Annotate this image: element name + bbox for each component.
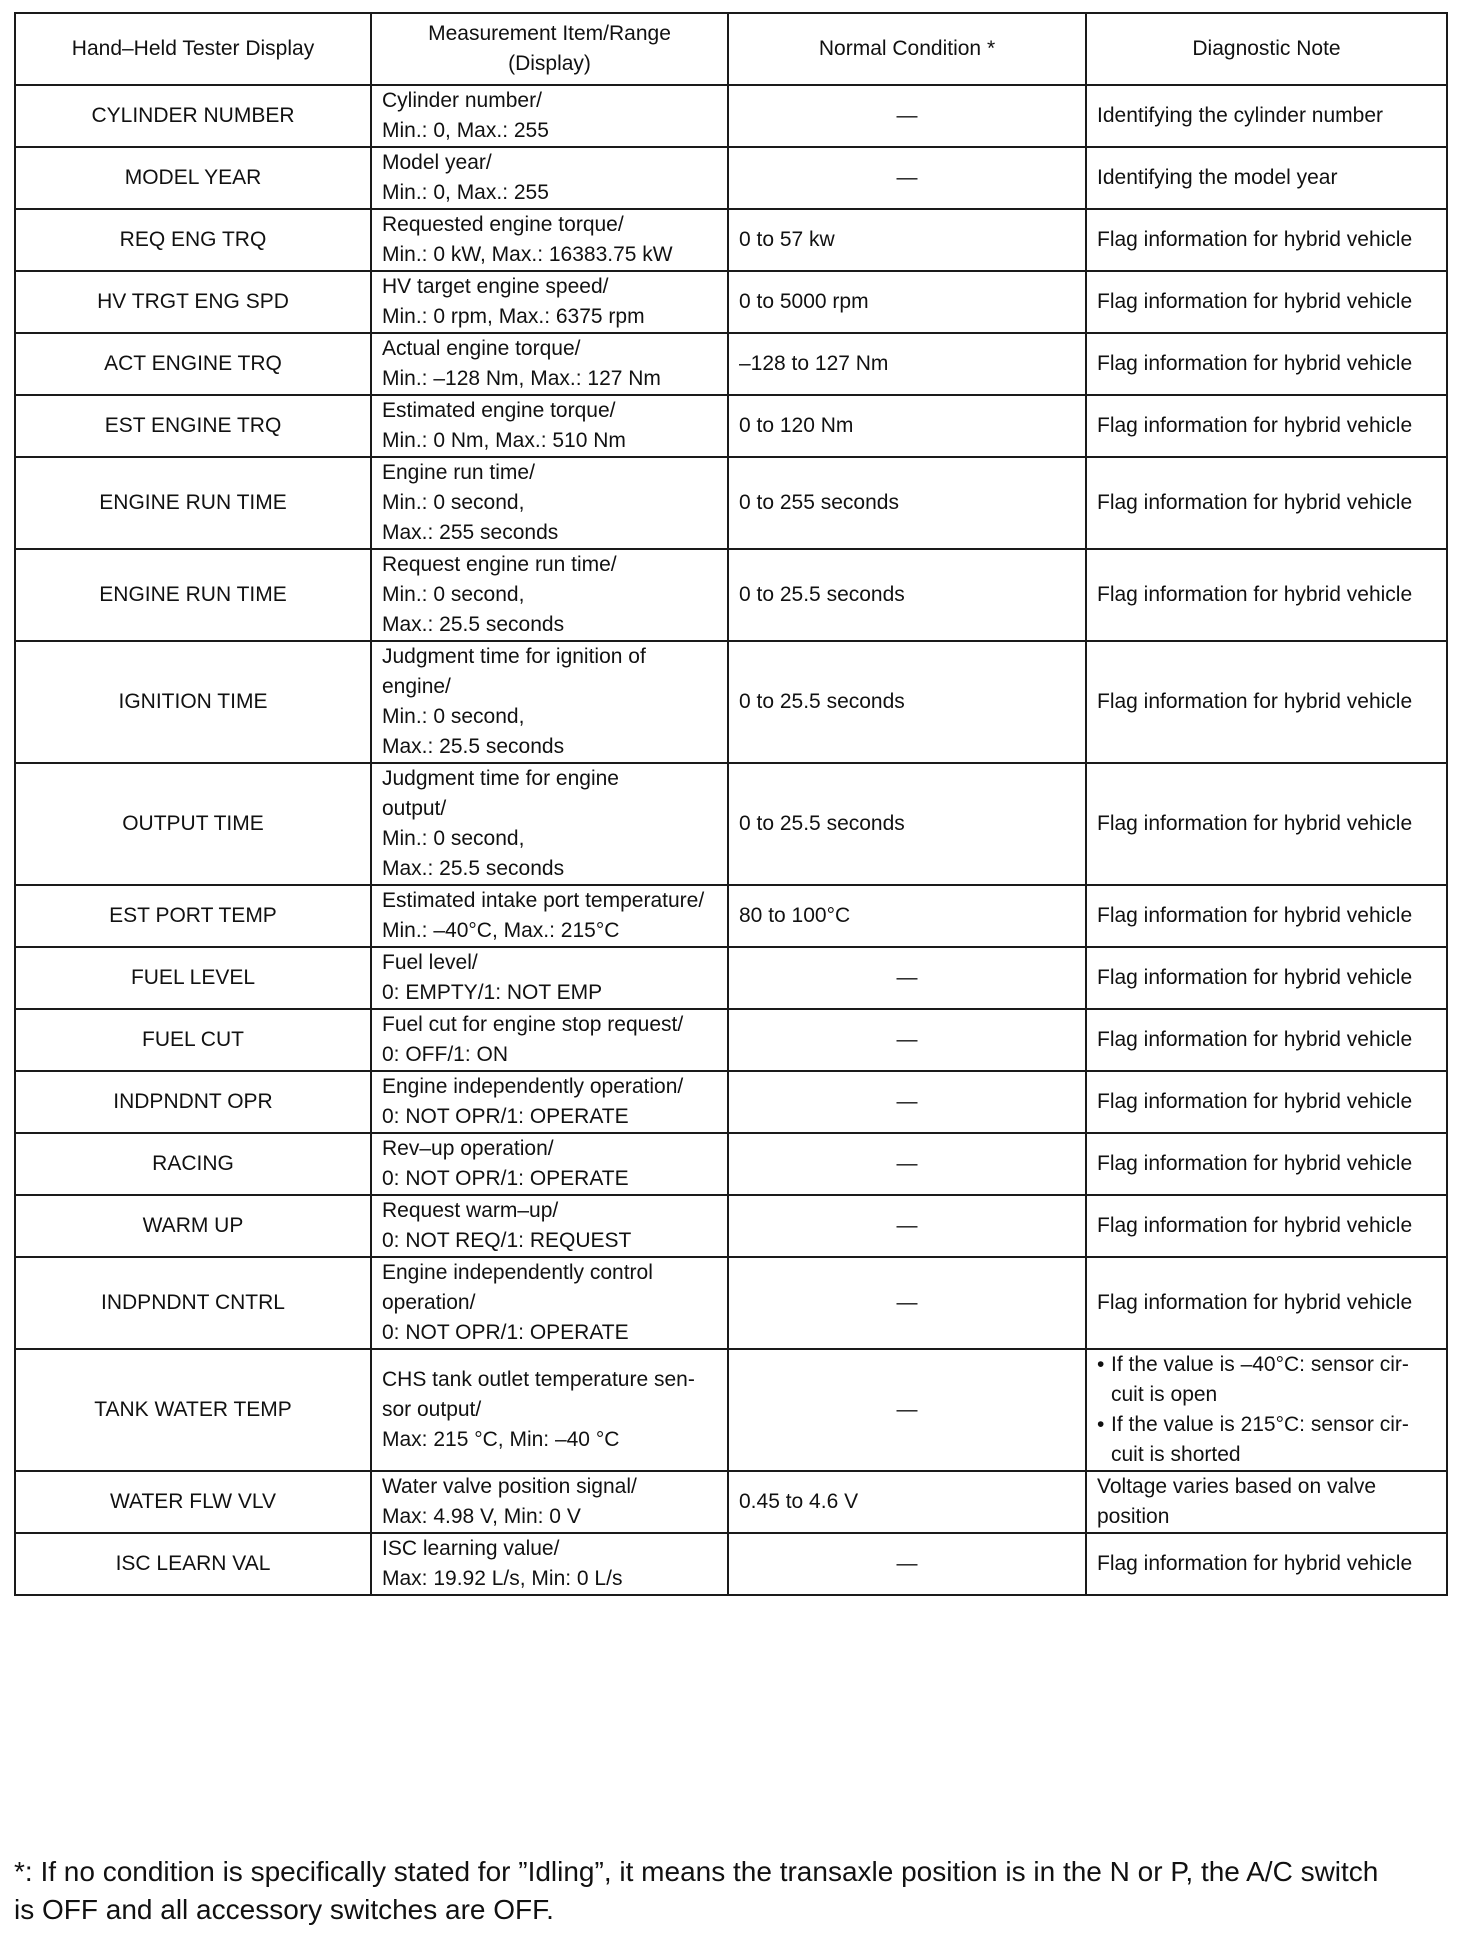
cell-line: Min.: –128 Nm, Max.: 127 Nm bbox=[382, 367, 661, 390]
cell-line: Water valve position signal/ bbox=[382, 1475, 637, 1498]
cell-measurement-item bbox=[371, 271, 728, 333]
cell-line: Min.: 0 rpm, Max.: 6375 rpm bbox=[382, 305, 645, 328]
cell-measurement-item bbox=[371, 333, 728, 395]
cell-line: Min.: 0, Max.: 255 bbox=[382, 119, 549, 142]
cell-line: Min.: 0 second, bbox=[382, 827, 525, 850]
cell-diagnostic-note: Flag information for hybrid vehicle bbox=[1086, 271, 1447, 333]
footnote bbox=[14, 1853, 1454, 1929]
cell-measurement-item bbox=[371, 209, 728, 271]
cell-diagnostic-note: Flag information for hybrid vehicle bbox=[1086, 1533, 1447, 1595]
table-row bbox=[15, 85, 1447, 147]
note-bullet-item bbox=[1097, 1410, 1436, 1470]
cell-line: Min.: 0 second, bbox=[382, 491, 525, 514]
cell-normal-condition: — bbox=[728, 1195, 1086, 1257]
cell-diagnostic-note: Flag information for hybrid vehicle bbox=[1086, 1133, 1447, 1195]
table-row bbox=[15, 885, 1447, 947]
cell-line: Max: 215 °C, Min: –40 °C bbox=[382, 1428, 620, 1451]
table-row bbox=[15, 1349, 1447, 1471]
cell-measurement-item bbox=[371, 641, 728, 763]
cell-line: Estimated intake port temperature/ bbox=[382, 889, 705, 912]
cell-tester-display: IGNITION TIME bbox=[15, 641, 371, 763]
cell-measurement-item bbox=[371, 1349, 728, 1471]
cell-tester-display: CYLINDER NUMBER bbox=[15, 85, 371, 147]
footnote-line: *: If no condition is specifically stated for ”Idling”, it means the transaxle position is in the N or P, the A/C switch bbox=[14, 1856, 1379, 1887]
cell-line: 0: OFF/1: ON bbox=[382, 1043, 509, 1066]
cell-tester-display: REQ ENG TRQ bbox=[15, 209, 371, 271]
table-row bbox=[15, 333, 1447, 395]
cell-line: cuit is shorted bbox=[1111, 1443, 1241, 1466]
cell-measurement-item bbox=[371, 1195, 728, 1257]
cell-line: CHS tank outlet temperature sen- bbox=[382, 1368, 695, 1391]
cell-line: output/ bbox=[382, 797, 447, 820]
cell-tester-display: OUTPUT TIME bbox=[15, 763, 371, 885]
cell-line: Min.: 0 kW, Max.: 16383.75 kW bbox=[382, 243, 673, 266]
cell-normal-condition: — bbox=[728, 1133, 1086, 1195]
table-row bbox=[15, 1071, 1447, 1133]
table-row bbox=[15, 763, 1447, 885]
table-row bbox=[15, 947, 1447, 1009]
cell-measurement-item bbox=[371, 763, 728, 885]
cell-tester-display: WARM UP bbox=[15, 1195, 371, 1257]
cell-normal-condition: 0 to 5000 rpm bbox=[728, 271, 1086, 333]
table-row bbox=[15, 1471, 1447, 1533]
cell-line: 0: NOT REQ/1: REQUEST bbox=[382, 1229, 632, 1252]
cell-diagnostic-note: Identifying the model year bbox=[1086, 147, 1447, 209]
cell-measurement-item bbox=[371, 85, 728, 147]
cell-tester-display: EST ENGINE TRQ bbox=[15, 395, 371, 457]
cell-line: • If the value is –40°C: sensor cir- bbox=[1111, 1353, 1409, 1376]
cell-measurement-item bbox=[371, 549, 728, 641]
cell-line: Max.: 25.5 seconds bbox=[382, 613, 565, 636]
cell-tester-display: HV TRGT ENG SPD bbox=[15, 271, 371, 333]
cell-tester-display: FUEL CUT bbox=[15, 1009, 371, 1071]
table-row bbox=[15, 209, 1447, 271]
cell-line: Judgment time for engine bbox=[382, 767, 619, 790]
cell-measurement-item bbox=[371, 885, 728, 947]
cell-normal-condition: –128 to 127 Nm bbox=[728, 333, 1086, 395]
cell-line: Model year/ bbox=[382, 151, 492, 174]
cell-measurement-item bbox=[371, 947, 728, 1009]
cell-diagnostic-note: Flag information for hybrid vehicle bbox=[1086, 947, 1447, 1009]
cell-line: Cylinder number/ bbox=[382, 89, 542, 112]
cell-diagnostic-note: Flag information for hybrid vehicle bbox=[1086, 549, 1447, 641]
cell-line: Estimated engine torque/ bbox=[382, 399, 616, 422]
cell-measurement-item bbox=[371, 1009, 728, 1071]
cell-line: Requested engine torque/ bbox=[382, 213, 624, 236]
cell-diagnostic-note: Identifying the cylinder number bbox=[1086, 85, 1447, 147]
cell-tester-display: ISC LEARN VAL bbox=[15, 1533, 371, 1595]
cell-normal-condition: — bbox=[728, 1533, 1086, 1595]
cell-line: Judgment time for ignition of bbox=[382, 645, 646, 668]
cell-measurement-item bbox=[371, 147, 728, 209]
cell-tester-display: ENGINE RUN TIME bbox=[15, 457, 371, 549]
cell-normal-condition: — bbox=[728, 947, 1086, 1009]
header-tester-display: Hand–Held Tester Display bbox=[15, 13, 371, 85]
cell-line: operation/ bbox=[382, 1291, 476, 1314]
cell-normal-condition: 0 to 57 kw bbox=[728, 209, 1086, 271]
cell-line: ISC learning value/ bbox=[382, 1537, 560, 1560]
cell-normal-condition: — bbox=[728, 147, 1086, 209]
table-row bbox=[15, 641, 1447, 763]
cell-line: Request warm–up/ bbox=[382, 1199, 559, 1222]
cell-line: Max.: 25.5 seconds bbox=[382, 735, 565, 758]
header-line: Measurement Item/Range bbox=[428, 22, 671, 45]
table-row bbox=[15, 1257, 1447, 1349]
cell-line: 0: EMPTY/1: NOT EMP bbox=[382, 981, 603, 1004]
cell-tester-display: INDPNDNT CNTRL bbox=[15, 1257, 371, 1349]
cell-line: position bbox=[1097, 1505, 1170, 1528]
cell-line: 0: NOT OPR/1: OPERATE bbox=[382, 1321, 629, 1344]
cell-line: Max: 19.92 L/s, Min: 0 L/s bbox=[382, 1567, 623, 1590]
table-header-row bbox=[15, 13, 1447, 85]
cell-tester-display: FUEL LEVEL bbox=[15, 947, 371, 1009]
cell-line: Max.: 255 seconds bbox=[382, 521, 559, 544]
cell-diagnostic-note bbox=[1086, 1471, 1447, 1533]
cell-diagnostic-note: Flag information for hybrid vehicle bbox=[1086, 209, 1447, 271]
note-bullet-list bbox=[1097, 1350, 1436, 1470]
table-row bbox=[15, 457, 1447, 549]
cell-line: Rev–up operation/ bbox=[382, 1137, 554, 1160]
cell-normal-condition: 0 to 25.5 seconds bbox=[728, 549, 1086, 641]
cell-line: engine/ bbox=[382, 675, 451, 698]
cell-diagnostic-note: Flag information for hybrid vehicle bbox=[1086, 395, 1447, 457]
table-body bbox=[15, 85, 1447, 1595]
cell-tester-display: TANK WATER TEMP bbox=[15, 1349, 371, 1471]
cell-line: Voltage varies based on valve bbox=[1097, 1475, 1377, 1498]
cell-normal-condition: 0.45 to 4.6 V bbox=[728, 1471, 1086, 1533]
cell-normal-condition: 0 to 255 seconds bbox=[728, 457, 1086, 549]
cell-normal-condition: 0 to 25.5 seconds bbox=[728, 763, 1086, 885]
cell-tester-display: RACING bbox=[15, 1133, 371, 1195]
cell-line: Request engine run time/ bbox=[382, 553, 617, 576]
cell-measurement-item bbox=[371, 1533, 728, 1595]
cell-measurement-item bbox=[371, 1133, 728, 1195]
cell-measurement-item bbox=[371, 1257, 728, 1349]
table-row bbox=[15, 1009, 1447, 1071]
cell-line: cuit is open bbox=[1111, 1383, 1218, 1406]
cell-measurement-item bbox=[371, 1071, 728, 1133]
cell-diagnostic-note: Flag information for hybrid vehicle bbox=[1086, 763, 1447, 885]
cell-normal-condition: — bbox=[728, 1071, 1086, 1133]
header-normal-condition: Normal Condition * bbox=[728, 13, 1086, 85]
cell-line: HV target engine speed/ bbox=[382, 275, 609, 298]
header-measurement-item bbox=[371, 13, 728, 85]
cell-diagnostic-note: Flag information for hybrid vehicle bbox=[1086, 457, 1447, 549]
cell-diagnostic-note: Flag information for hybrid vehicle bbox=[1086, 641, 1447, 763]
table-row bbox=[15, 549, 1447, 641]
cell-tester-display: ENGINE RUN TIME bbox=[15, 549, 371, 641]
cell-diagnostic-note: Flag information for hybrid vehicle bbox=[1086, 885, 1447, 947]
cell-line: Fuel level/ bbox=[382, 951, 478, 974]
cell-line: 0: NOT OPR/1: OPERATE bbox=[382, 1167, 629, 1190]
cell-tester-display: MODEL YEAR bbox=[15, 147, 371, 209]
cell-line: Min.: 0 second, bbox=[382, 705, 525, 728]
cell-diagnostic-note: Flag information for hybrid vehicle bbox=[1086, 333, 1447, 395]
cell-line: Max.: 25.5 seconds bbox=[382, 857, 565, 880]
cell-line: Fuel cut for engine stop request/ bbox=[382, 1013, 684, 1036]
cell-diagnostic-note: Flag information for hybrid vehicle bbox=[1086, 1071, 1447, 1133]
header-diagnostic-note: Diagnostic Note bbox=[1086, 13, 1447, 85]
footnote-line: is OFF and all accessory switches are OFF. bbox=[14, 1894, 554, 1925]
cell-line: sor output/ bbox=[382, 1398, 482, 1421]
table-row bbox=[15, 271, 1447, 333]
cell-line: Engine run time/ bbox=[382, 461, 535, 484]
cell-diagnostic-note: Flag information for hybrid vehicle bbox=[1086, 1257, 1447, 1349]
cell-line: Engine independently control bbox=[382, 1261, 653, 1284]
table-row bbox=[15, 1195, 1447, 1257]
cell-line: Max: 4.98 V, Min: 0 V bbox=[382, 1505, 581, 1528]
table-row bbox=[15, 395, 1447, 457]
cell-diagnostic-note: Flag information for hybrid vehicle bbox=[1086, 1009, 1447, 1071]
cell-diagnostic-note: Flag information for hybrid vehicle bbox=[1086, 1195, 1447, 1257]
cell-tester-display: EST PORT TEMP bbox=[15, 885, 371, 947]
cell-normal-condition: — bbox=[728, 85, 1086, 147]
cell-diagnostic-note bbox=[1086, 1349, 1447, 1471]
header-line: (Display) bbox=[508, 52, 591, 75]
data-list-table bbox=[14, 12, 1448, 1596]
note-bullet-item bbox=[1097, 1350, 1436, 1410]
cell-line: Min.: –40°C, Max.: 215°C bbox=[382, 919, 620, 942]
table-row bbox=[15, 1533, 1447, 1595]
table-row bbox=[15, 1133, 1447, 1195]
cell-normal-condition: 80 to 100°C bbox=[728, 885, 1086, 947]
cell-normal-condition: 0 to 120 Nm bbox=[728, 395, 1086, 457]
cell-line: Min.: 0 second, bbox=[382, 583, 525, 606]
cell-line: Min.: 0, Max.: 255 bbox=[382, 181, 549, 204]
cell-normal-condition: — bbox=[728, 1257, 1086, 1349]
cell-measurement-item bbox=[371, 1471, 728, 1533]
cell-line: • If the value is 215°C: sensor cir- bbox=[1111, 1413, 1409, 1436]
cell-line: Actual engine torque/ bbox=[382, 337, 581, 360]
cell-measurement-item bbox=[371, 395, 728, 457]
cell-line: Min.: 0 Nm, Max.: 510 Nm bbox=[382, 429, 626, 452]
cell-normal-condition: 0 to 25.5 seconds bbox=[728, 641, 1086, 763]
cell-tester-display: INDPNDNT OPR bbox=[15, 1071, 371, 1133]
table-row bbox=[15, 147, 1447, 209]
cell-line: 0: NOT OPR/1: OPERATE bbox=[382, 1105, 629, 1128]
cell-line: Engine independently operation/ bbox=[382, 1075, 684, 1098]
cell-normal-condition: — bbox=[728, 1349, 1086, 1471]
cell-normal-condition: — bbox=[728, 1009, 1086, 1071]
cell-tester-display: ACT ENGINE TRQ bbox=[15, 333, 371, 395]
cell-measurement-item bbox=[371, 457, 728, 549]
cell-tester-display: WATER FLW VLV bbox=[15, 1471, 371, 1533]
